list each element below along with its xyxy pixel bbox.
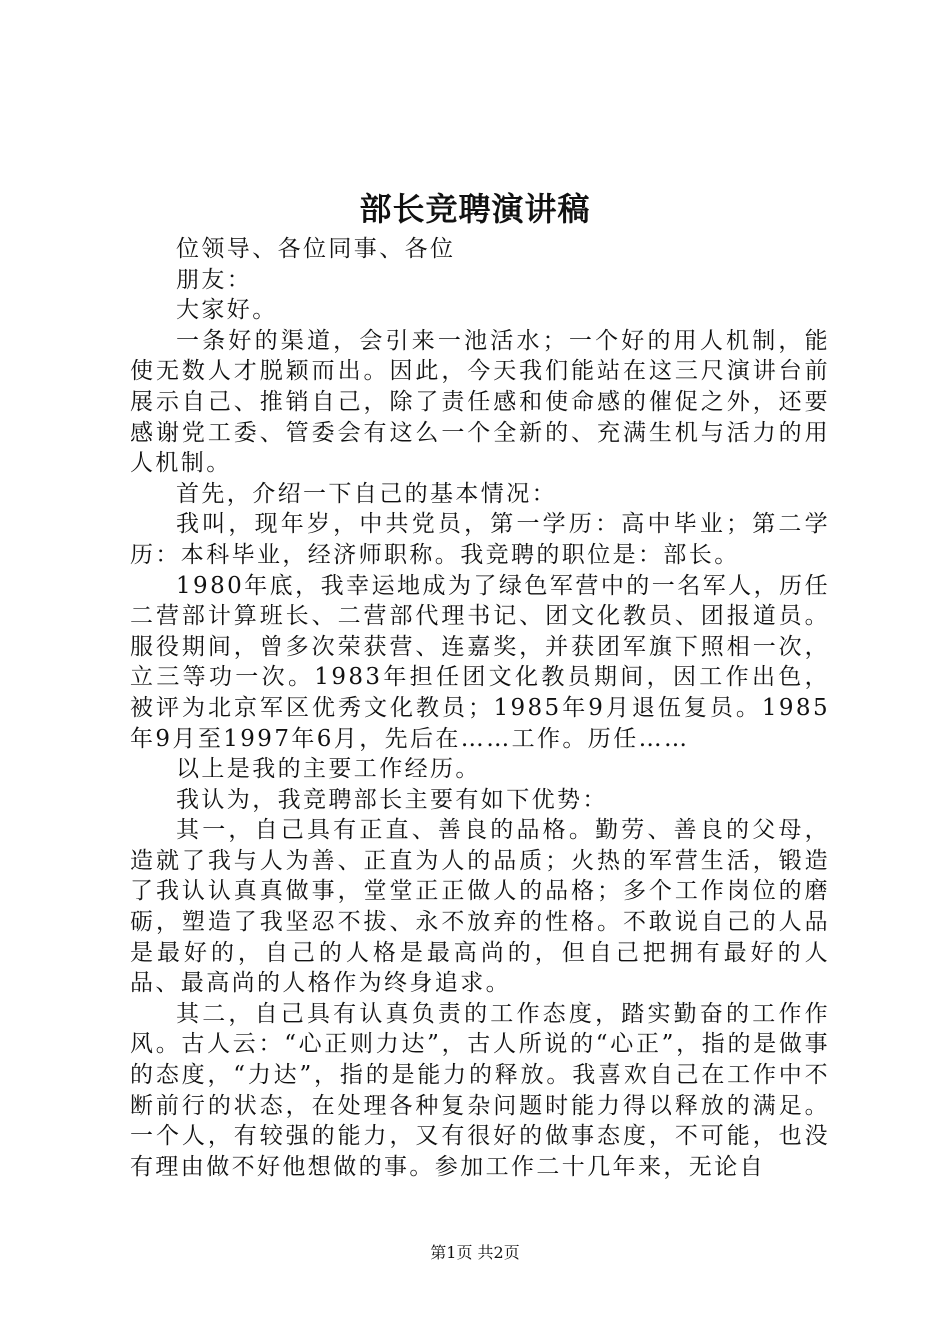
paragraph-advantage-2: 其二，自己具有认真负责的工作态度，踏实勤奋的工作作风。古人云：“心正则力达”，古人所说的“心正”，指的是做事的态度，“力达”，指的是能力的释放。我喜欢自己在工作中不断前行的状态，在处理各种复杂问题时能力得以释放的满足。一个人，有较强的能力，又有很好的做事态度，不可能，也没有理由做不好他想做的事。参加工作二十几年来，无论自	[130, 1000, 830, 1180]
paragraph-greeting: 大家好。	[176, 297, 278, 324]
paragraph-work-summary: 以上是我的主要工作经历。	[176, 756, 481, 783]
paragraph-salutation-1: 位领导、各位同事、各位	[176, 236, 456, 262]
paragraph-basic-info-heading: 首先，介绍一下自己的基本情况：	[176, 480, 557, 507]
paragraph-advantages-heading: 我认为，我竞聘部长主要有如下优势：	[176, 786, 608, 813]
paragraph-salutation-2: 朋友：	[176, 266, 253, 293]
document-body	[130, 234, 830, 1182]
page-footer: 第1页 共2页	[430, 1243, 520, 1262]
paragraph-work-history: 1980年底，我幸运地成为了绿色军营中的一名军人，历任二营部计算班长、二营部代理书记、团文化教员、团报道员。服役期间，曾多次荣获营、连嘉奖，并获团军旗下照相一次，立三等功一次。1983年担任团文化教员期间，因工作出色，被评为北京军区优秀文化教员；1985年9月退伍复员。1985年9月至1997年6月，先后在……工作。历任……	[130, 572, 830, 752]
paragraph-intro: 一条好的渠道，会引来一池活水；一个好的用人机制，能使无数人才脱颖而出。因此，今天我们能站在这三尺演讲台前展示自己、推销自己，除了责任感和使命感的催促之外，还要感谢党工委、管委会有这么一个全新的、充满生机与活力的用人机制。	[130, 327, 830, 477]
paragraph-advantage-1: 其一，自己具有正直、善良的品格。勤劳、善良的父母，造就了我与人为善、正直为人的品质；火热的军营生活，锻造了我认认真真做事，堂堂正正做人的品格；多个工作岗位的磨砺，塑造了我坚忍不拔、永不放弃的性格。不敢说自己的人品是最好的，自己的人格是最高尚的，但自己把拥有最好的人品、最高尚的人格作为终身追求。	[130, 817, 830, 997]
paragraph-basic-info: 我叫，现年岁，中共党员，第一学历：高中毕业；第二学历：本科毕业，经济师职称。我竞聘的职位是：部长。	[130, 511, 830, 568]
document-title: 部长竞聘演讲稿	[359, 190, 591, 228]
